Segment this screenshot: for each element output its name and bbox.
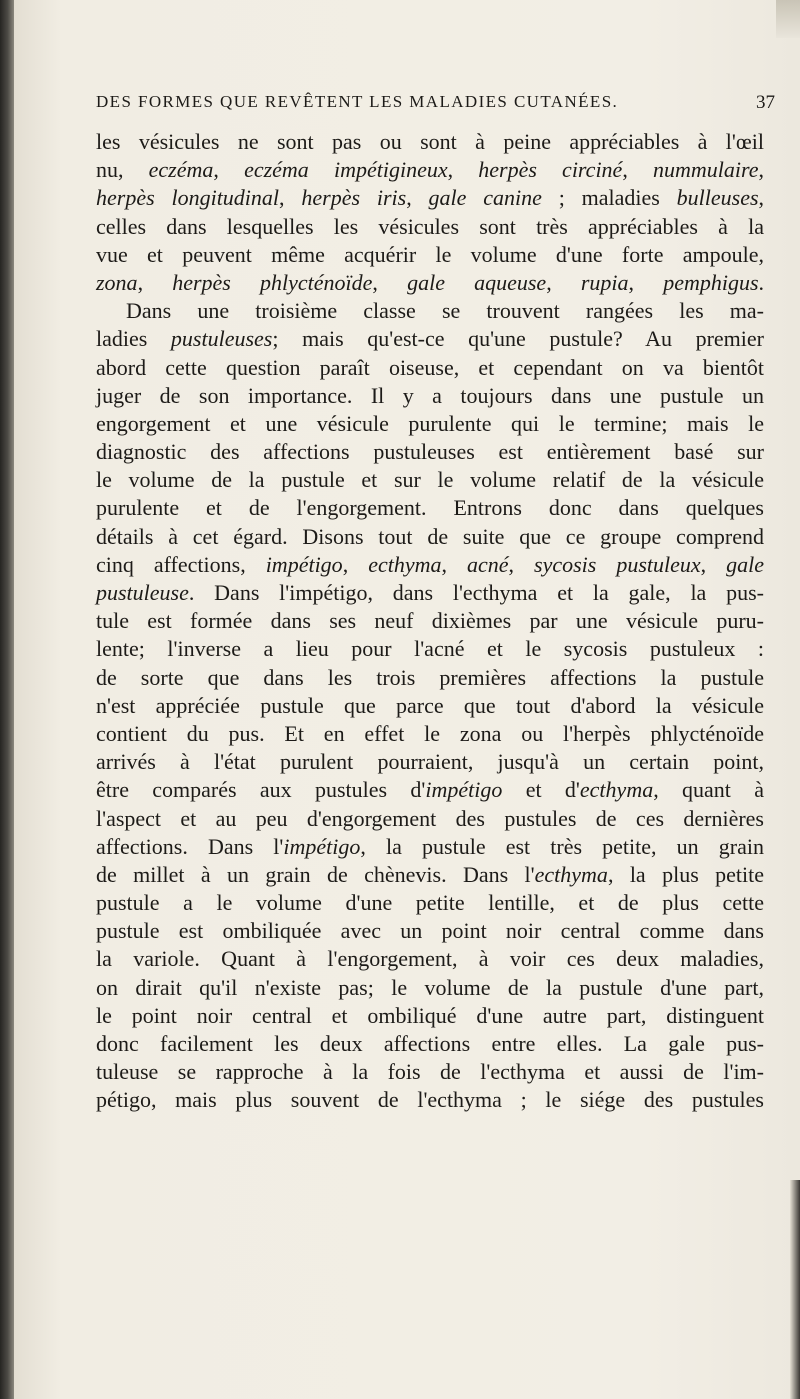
text-run: détails à cet égard. Disons tout de suite que ce groupe comprend — [96, 523, 764, 549]
italic-term: gale aqueuse — [407, 269, 547, 295]
text-line — [96, 241, 764, 269]
text-run: juger de son importance. Il y a toujours dans une pustule un — [96, 382, 764, 408]
italic-term: ecthyma — [579, 777, 654, 803]
text-run: de millet à un grain de chènevis. Dans l' — [96, 861, 535, 887]
text-run: engorgement et une vésicule purulente qui le termine; mais le — [96, 410, 764, 436]
text-line — [96, 607, 764, 635]
text-run: les vésicules ne sont pas ou sont à peine appréciables à l'œil — [96, 129, 764, 154]
text-line — [96, 438, 764, 466]
text-line — [96, 692, 764, 720]
text-run: donc facilement les deux affections entre elles. La gale pus- — [96, 1031, 764, 1056]
text-run: nu, — [96, 157, 149, 183]
text-run: , — [447, 157, 479, 183]
italic-term: herpès circiné — [478, 157, 623, 183]
text-line — [96, 325, 764, 353]
italic-term: herpès longitudinal — [96, 185, 280, 211]
text-line — [96, 945, 764, 973]
text-line — [96, 917, 764, 945]
page-header — [96, 92, 796, 112]
italic-term: impétigo — [265, 551, 343, 577]
italic-term: acné — [466, 551, 509, 577]
text-line — [96, 1002, 764, 1030]
text-line — [96, 1086, 764, 1114]
italic-term: bulleuses — [676, 185, 759, 211]
italic-term: gale — [726, 551, 765, 577]
text-run: être comparés aux pustules d' — [96, 777, 426, 803]
text-line — [96, 833, 764, 861]
text-run: , — [508, 551, 535, 577]
text-line — [96, 269, 764, 297]
text-line — [96, 635, 764, 663]
text-line — [96, 1058, 764, 1086]
page-number: 37 — [756, 92, 775, 113]
text-line — [96, 297, 764, 325]
text-run: pétigo, mais plus souvent de l'ecthyma ; le siége des pustules — [96, 1087, 764, 1113]
text-line — [96, 466, 764, 494]
text-run: , — [137, 269, 173, 295]
text-line — [96, 523, 764, 551]
text-line — [96, 1030, 764, 1058]
text-line — [96, 551, 764, 579]
text-run: de sorte que dans les trois premières affections la pustule — [96, 664, 764, 690]
text-line — [96, 805, 764, 833]
text-run: la variole. Quant à l'engorgement, à voir ces deux maladies, — [96, 946, 764, 972]
italic-term: pustuleuses — [170, 326, 273, 352]
text-run: ladies — [96, 326, 171, 352]
italic-term: ecthyma — [368, 551, 442, 577]
text-run: , — [213, 157, 245, 183]
text-run: ; mais qu'est-ce qu'une pustule? Au premier — [272, 326, 764, 352]
text-run: , — [700, 551, 727, 577]
text-line — [96, 184, 764, 212]
text-run: , — [279, 185, 302, 211]
text-run: , la plus petite — [607, 861, 764, 887]
text-line — [96, 354, 764, 382]
text-line — [96, 156, 764, 184]
text-run: pustule est ombiliquée avec un point noir central comme dans — [96, 918, 764, 944]
italic-term: herpès iris — [301, 185, 407, 211]
text-line — [96, 889, 764, 917]
text-run: contient du pus. Et en effet le zona ou l'herpès phlycténoïde — [96, 720, 764, 746]
text-run: arrivés à l'état purulent pourraient, jusqu'à un certain point, — [96, 749, 764, 775]
text-line — [96, 410, 764, 438]
text-run: celles dans lesquelles les vésicules sont très appréciables à la — [96, 213, 764, 239]
text-line — [96, 776, 764, 804]
italic-term: impétigo — [425, 777, 503, 803]
italic-term: nummulaire — [652, 157, 759, 183]
text-run: pustule a le volume d'une petite lentille, et de plus cette — [96, 890, 764, 916]
text-run: , — [372, 269, 408, 295]
text-line — [96, 974, 764, 1002]
text-run: , — [342, 551, 369, 577]
italic-term: herpès phlycténoïde — [172, 269, 373, 295]
text-run: , — [758, 157, 764, 183]
text-run: lente; l'inverse a lieu pour l'acné et le sycosis pustuleux : — [96, 636, 764, 662]
page-corner-mark — [776, 0, 800, 38]
body-text — [96, 128, 764, 1115]
text-line — [96, 494, 764, 522]
italic-term: rupia — [580, 269, 629, 295]
text-line — [96, 720, 764, 748]
italic-term: impétigo — [283, 833, 361, 859]
text-line — [96, 748, 764, 776]
italic-term: eczéma impétigineux — [244, 157, 448, 183]
text-run: , — [758, 185, 765, 211]
text-line — [96, 861, 764, 889]
text-run: , — [441, 551, 467, 577]
text-run: l'aspect et au peu d'engorgement des pustules de ces dernières — [96, 805, 764, 831]
text-run: Dans une troisième classe se trouvent rangées les ma- — [126, 298, 764, 324]
text-run: , la pustule est très petite, un grain — [360, 833, 765, 859]
text-run: diagnostic des affections pustuleuses est entièrement basé sur — [96, 439, 764, 465]
text-line — [96, 382, 764, 410]
text-run: tule est formée dans ses neuf dixièmes par une vésicule puru- — [96, 608, 764, 634]
italic-term: eczéma — [148, 157, 214, 183]
text-run: on dirait qu'il n'existe pas; le volume de la pustule d'une part, — [96, 974, 764, 1000]
italic-term: ecthyma — [534, 861, 608, 887]
italic-term: gale canine — [428, 185, 542, 211]
text-run: vue et peuvent même acquérir le volume d'une forte ampoule, — [96, 241, 764, 267]
text-run: abord cette question paraît oiseuse, et cependant on va bientôt — [96, 354, 764, 380]
text-run: , — [622, 157, 653, 183]
text-run: le point noir central et ombiliqué d'une autre part, distinguent — [96, 1002, 764, 1028]
italic-term: pemphigus — [663, 269, 759, 295]
text-line — [96, 664, 764, 692]
book-binding-shadow — [0, 0, 14, 1399]
italic-term: pustuleuse — [96, 580, 189, 605]
text-run: . — [758, 269, 765, 295]
text-run: le volume de la pustule et sur le volume relatif de la vésicule — [96, 467, 764, 493]
text-run: , — [546, 269, 581, 295]
text-run: cinq affections, — [96, 551, 266, 577]
text-run: tuleuse se rapproche à la fois de l'ecthyma et aussi de l'im- — [96, 1059, 764, 1085]
text-run: ; maladies — [541, 185, 677, 211]
text-line — [96, 579, 764, 607]
page-edge-shadow — [790, 1180, 800, 1399]
text-run: , — [406, 185, 429, 211]
text-line — [96, 213, 764, 241]
text-run: . Dans l'impétigo, dans l'ecthyma et la gale, la pus- — [188, 580, 764, 605]
text-line — [96, 128, 764, 156]
italic-term: sycosis pustuleux — [534, 551, 701, 577]
text-run: , quant à — [653, 777, 764, 803]
running-head: DES FORMES QUE REVÊTENT LES MALADIES CUTANÉES. — [96, 92, 619, 111]
text-run: affections. Dans l' — [96, 833, 284, 859]
text-run: n'est appréciée pustule que parce que tout d'abord la vésicule — [96, 692, 764, 718]
text-run: , — [628, 269, 664, 295]
italic-term: zona — [96, 269, 138, 295]
text-run: et d' — [502, 777, 580, 803]
text-run: purulente et de l'engorgement. Entrons donc dans quelques — [96, 495, 764, 521]
